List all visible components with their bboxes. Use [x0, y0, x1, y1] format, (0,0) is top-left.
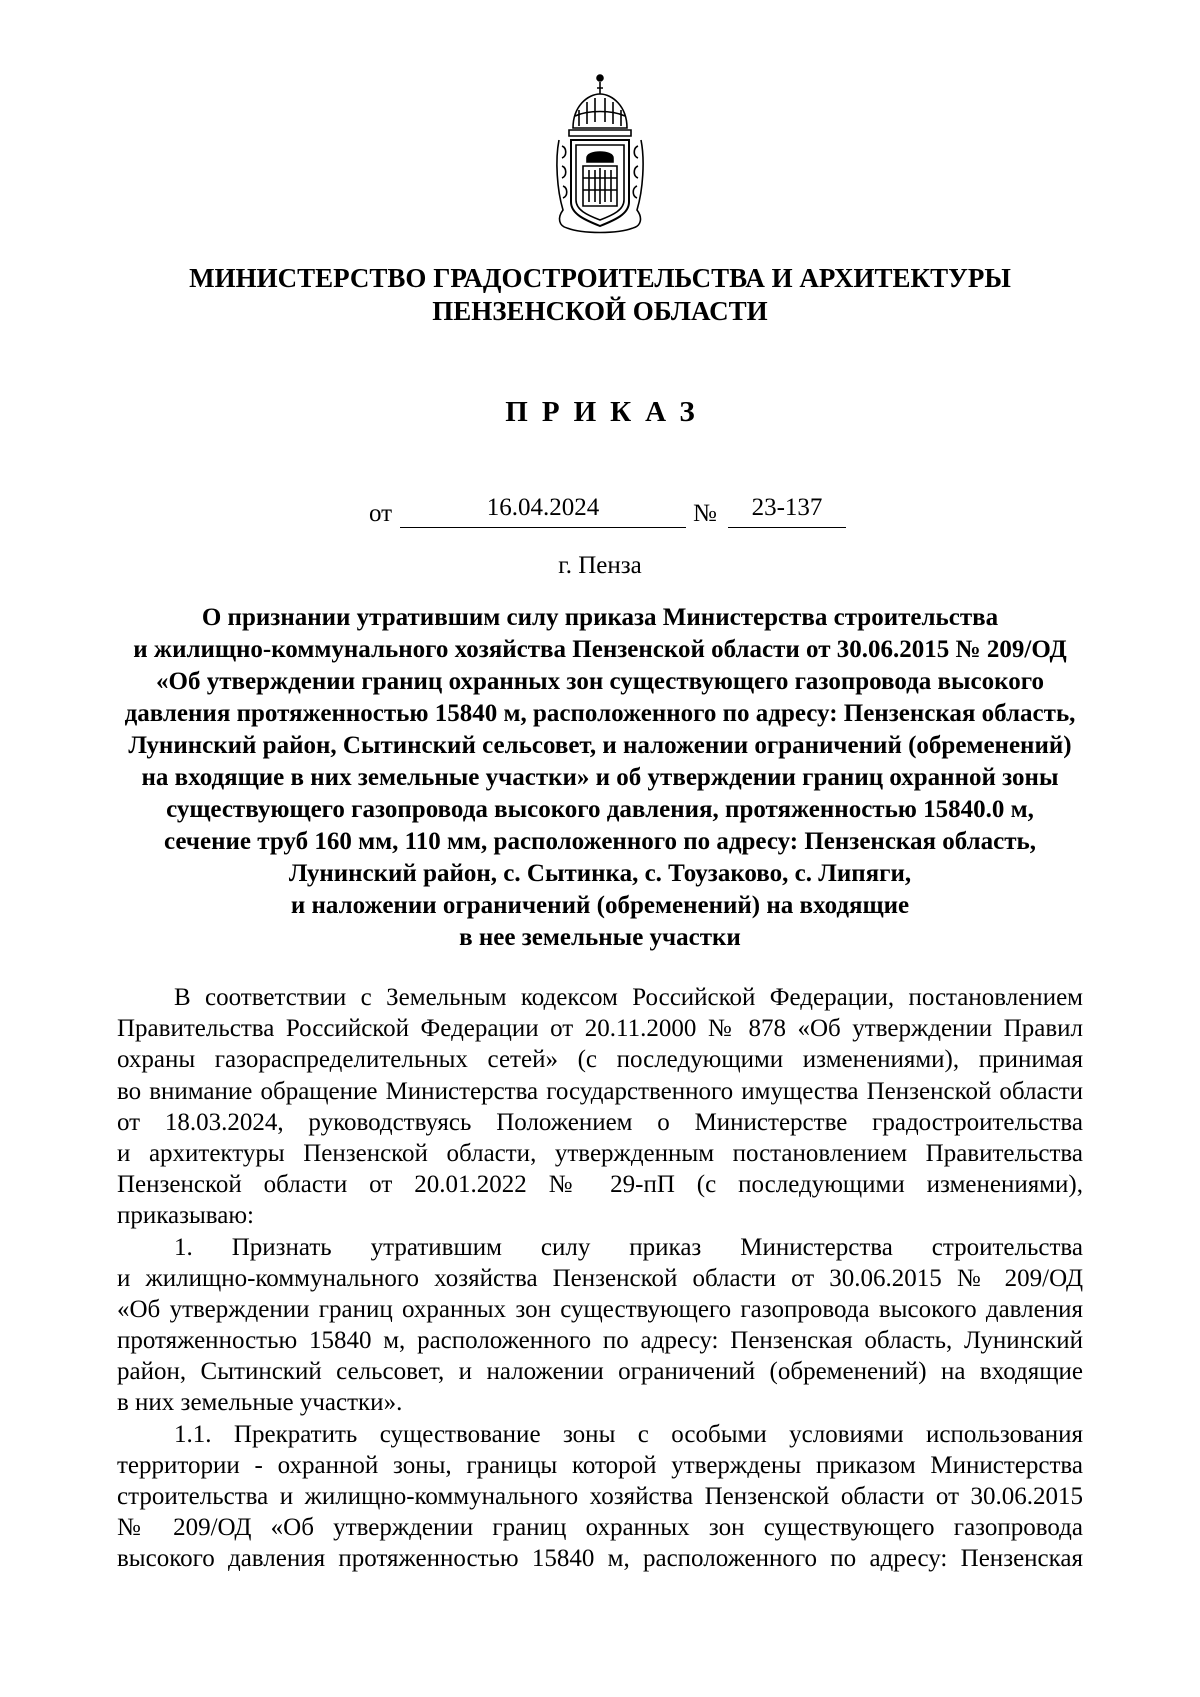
title-line: и наложении ограничений (обременений) на входящие: [290, 892, 910, 919]
body-line: и жилищно-коммунального хозяйства Пензенской области от 30.06.2015 № 209/ОД: [117, 1264, 1083, 1292]
body-line: в них земельные участки».: [117, 1389, 403, 1417]
ministry-name-line2: ПЕНЗЕНСКОЙ ОБЛАСТИ: [432, 296, 768, 326]
ministry-name-line1: МИНИСТЕРСТВО ГРАДОСТРОИТЕЛЬСТВА И АРХИТЕКТУРЫ: [189, 263, 1011, 293]
body-line: 1.1. Прекратить существование зоны с особыми условиями использования: [174, 1420, 1083, 1448]
body-line: территории - охранной зоны, границы которой утверждены приказом Министерства: [117, 1451, 1083, 1479]
title-line: в нее земельные участки: [459, 924, 741, 951]
body-line: от 18.03.2024, руководствуясь Положением о Министерстве градостроительства: [117, 1108, 1083, 1136]
city-name: г. Пенза: [558, 552, 642, 579]
body-line: строительства и жилищно-коммунального хозяйства Пензенской области от 30.06.2015: [117, 1483, 1083, 1510]
title-line: существующего газопровода высокого давления, протяженностью 15840.0 м,: [166, 796, 1034, 823]
document-type-heading: ПРИКАЗ: [505, 396, 709, 428]
title-line: и жилищно-коммунального хозяйства Пензенской области от 30.06.2015 № 209/ОД: [133, 636, 1067, 663]
title-line: сечение труб 160 мм, 110 мм, расположенного по адресу: Пензенская область,: [164, 828, 1036, 855]
body-line: 1. Признать утратившим силу приказ Министерства строительства: [174, 1233, 1083, 1261]
body-line: «Об утверждении границ охранных зон существующего газопровода высокого давления: [117, 1295, 1083, 1323]
body-line: и архитектуры Пензенской области, утвержденным постановлением Правительства: [117, 1139, 1083, 1167]
body-line: № 209/ОД «Об утверждении границ охранных зон существующего газопровода: [117, 1514, 1083, 1542]
document-date: 16.04.2024: [400, 494, 686, 528]
date-prefix: от: [369, 500, 393, 527]
body-line: В соответствии с Земельным кодексом Российской Федерации, постановлением: [174, 984, 1083, 1011]
body-line: приказываю:: [117, 1202, 254, 1230]
title-line: Лунинский район, с. Сытинка, с. Тоузаково, с. Липяги,: [288, 860, 912, 887]
order-title: [110, 602, 1090, 954]
title-line: давления протяженностью 15840 м, расположенного по адресу: Пензенская область,: [124, 700, 1076, 727]
order-body: [117, 982, 1083, 1575]
body-line: Правительства Российской Федерации от 20.11.2000 № 878 «Об утверждении Правил: [117, 1015, 1083, 1043]
number-sign: №: [693, 500, 717, 527]
body-line: охраны газораспределительных сетей» (с последующими изменениями), принимая: [117, 1046, 1083, 1074]
body-line: район, Сытинский сельсовет, и наложении ограничений (обременений) на входящие: [117, 1358, 1083, 1386]
body-line: Пензенской области от 20.01.2022 № 29-пП (с последующими изменениями),: [117, 1171, 1083, 1199]
body-line: протяженностью 15840 м, расположенного по адресу: Пензенская область, Лунинский: [117, 1327, 1083, 1355]
date-number-row: [0, 494, 1200, 534]
title-line: на входящие в них земельные участки» и об утверждении границ охранной зоны: [141, 764, 1059, 791]
body-line: высокого давления протяженностью 15840 м, расположенного по адресу: Пензенская: [117, 1545, 1083, 1573]
title-line: «Об утверждении границ охранных зон существующего газопровода высокого: [156, 668, 1044, 695]
document-number: 23-137: [728, 494, 846, 528]
title-line: О признании утратившим силу приказа Министерства строительства: [201, 604, 999, 631]
coat-of-arms-icon: [553, 70, 647, 234]
title-line: Лунинский район, Сытинский сельсовет, и наложении ограничений (обременений): [128, 732, 1072, 759]
body-line: во внимание обращение Министерства государственного имущества Пензенской области: [117, 1077, 1083, 1105]
